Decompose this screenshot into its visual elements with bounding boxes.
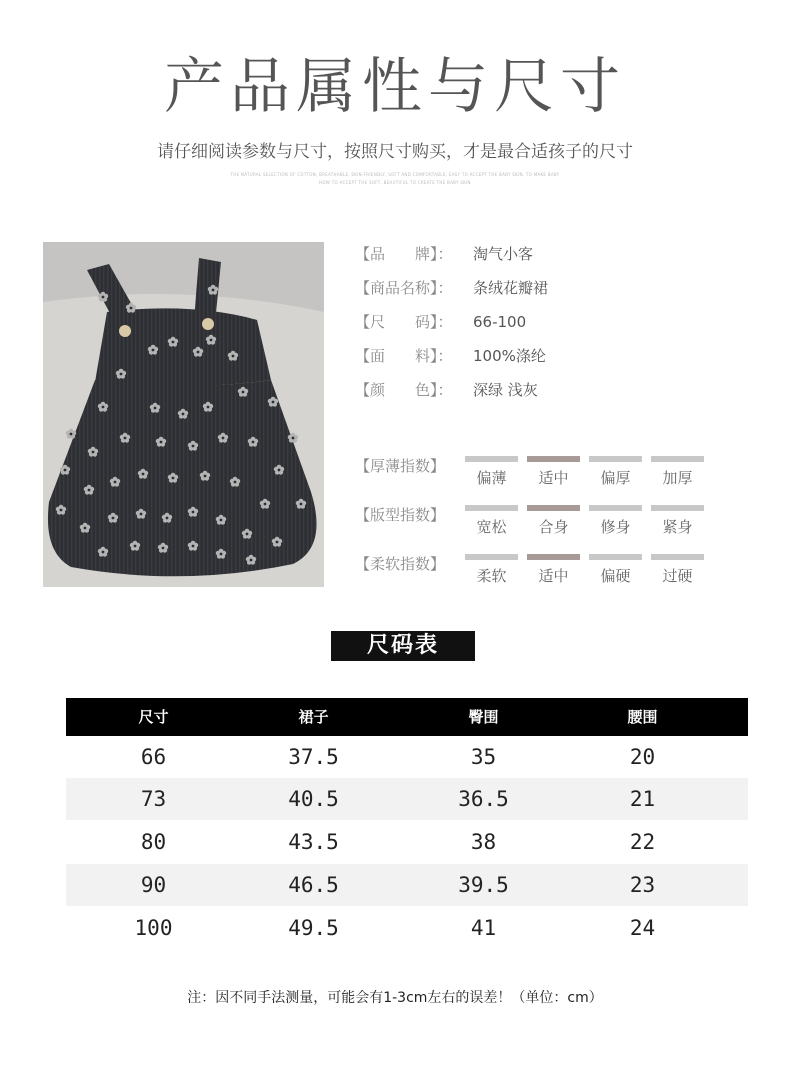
index-bar xyxy=(651,505,704,511)
index-option-label: 偏薄 xyxy=(476,469,507,487)
index-option xyxy=(589,456,642,492)
table-cell: 43.5 xyxy=(288,830,339,854)
fine-print-line-2: HOW TO ACCEPT THE SOFT, BEAUTIFUL TO CREATE THE BABY SKIN xyxy=(319,180,471,185)
table-cell: 38 xyxy=(470,830,497,854)
attribute-value: 深绿 浅灰 xyxy=(473,381,538,399)
index-option-label: 紧身 xyxy=(662,518,693,536)
index-option xyxy=(527,505,580,541)
attribute-key: 【尺 码】： xyxy=(355,313,453,331)
table-cell: 100 xyxy=(134,916,173,940)
size-table-header xyxy=(66,698,748,736)
index-option-label: 偏厚 xyxy=(600,469,631,487)
table-cell: 90 xyxy=(140,873,167,897)
column-header: 臀围 xyxy=(468,708,499,726)
attribute-key: 【商品名称】： xyxy=(355,279,453,297)
index-option-label: 修身 xyxy=(600,518,631,536)
index-bar xyxy=(651,554,704,560)
table-cell: 24 xyxy=(629,916,656,940)
index-option-label: 适中 xyxy=(538,469,569,487)
index-option-label: 适中 xyxy=(538,567,569,585)
index-option xyxy=(651,554,704,590)
attribute-key: 【品 牌】： xyxy=(355,245,453,263)
attribute-row-brand xyxy=(355,242,655,266)
table-cell: 73 xyxy=(140,787,167,811)
index-label: 【厚薄指数】 xyxy=(355,457,446,475)
index-option xyxy=(465,456,518,492)
index-option xyxy=(589,505,642,541)
column-header: 腰围 xyxy=(627,708,658,726)
index-option-label: 过硬 xyxy=(662,567,693,585)
index-bar xyxy=(589,554,642,560)
index-option-label: 柔软 xyxy=(476,567,507,585)
attribute-key: 【颜 色】： xyxy=(355,381,453,399)
attribute-row-color xyxy=(355,378,655,402)
attribute-row-name xyxy=(355,276,655,300)
index-option-label: 加厚 xyxy=(662,469,693,487)
table-cell: 39.5 xyxy=(458,873,509,897)
table-row xyxy=(66,864,748,906)
index-option xyxy=(589,554,642,590)
index-bar xyxy=(465,505,518,511)
attribute-value: 淘气小客 xyxy=(473,245,534,263)
page-subtitle: 请仔细阅读参数与尺寸，按照尺寸购买，才是最合适孩子的尺寸 xyxy=(157,142,633,162)
index-option-label: 偏硬 xyxy=(600,567,631,585)
attribute-row-fabric xyxy=(355,344,655,368)
attribute-value: 条绒花瓣裙 xyxy=(473,279,549,297)
size-chart-badge: 尺码表 xyxy=(331,631,475,661)
index-bar xyxy=(589,456,642,462)
index-bar xyxy=(527,505,580,511)
index-bar xyxy=(465,554,518,560)
table-cell: 37.5 xyxy=(288,745,339,769)
table-cell: 35 xyxy=(470,745,497,769)
table-cell: 49.5 xyxy=(288,916,339,940)
index-bar xyxy=(527,456,580,462)
product-photo xyxy=(43,242,324,587)
index-bar xyxy=(589,505,642,511)
table-cell: 40.5 xyxy=(288,787,339,811)
table-cell: 23 xyxy=(629,873,656,897)
index-option xyxy=(465,505,518,541)
column-header: 尺寸 xyxy=(138,708,169,726)
index-option-label: 宽松 xyxy=(476,518,507,536)
index-option xyxy=(527,554,580,590)
attribute-row-size xyxy=(355,310,655,334)
page-title: 产品属性与尺寸 xyxy=(164,52,626,122)
table-row xyxy=(66,907,748,949)
table-cell: 66 xyxy=(140,745,167,769)
table-cell: 36.5 xyxy=(458,787,509,811)
index-bar xyxy=(527,554,580,560)
index-option xyxy=(651,505,704,541)
table-row xyxy=(66,736,748,778)
column-header: 裙子 xyxy=(298,708,329,726)
index-bar xyxy=(651,456,704,462)
table-row xyxy=(66,778,748,820)
measurement-note: 注：因不同手法测量，可能会有1-3cm左右的误差！（单位：cm） xyxy=(187,990,603,1006)
attribute-value: 66-100 xyxy=(473,313,527,331)
attribute-value: 100%涤纶 xyxy=(473,347,546,365)
index-label: 【版型指数】 xyxy=(355,506,446,524)
index-option xyxy=(465,554,518,590)
index-option xyxy=(651,456,704,492)
index-bar xyxy=(465,456,518,462)
table-cell: 46.5 xyxy=(288,873,339,897)
fine-print-line-1: THE NATURAL SELECTION OF COTTON, BREATHABLE, SKIN-FRIENDLY, SOFT AND COMFORTABLE, EASY TO ACCEPT THE BABY SKIN, TO MAKE BABY xyxy=(230,172,560,177)
index-option-label: 合身 xyxy=(538,518,569,536)
table-cell: 80 xyxy=(140,830,167,854)
table-cell: 20 xyxy=(629,745,656,769)
attribute-key: 【面 料】： xyxy=(355,347,453,365)
index-option xyxy=(527,456,580,492)
table-cell: 22 xyxy=(629,830,656,854)
table-row xyxy=(66,821,748,863)
index-label: 【柔软指数】 xyxy=(355,555,446,573)
table-cell: 41 xyxy=(470,916,497,940)
table-cell: 21 xyxy=(629,787,656,811)
